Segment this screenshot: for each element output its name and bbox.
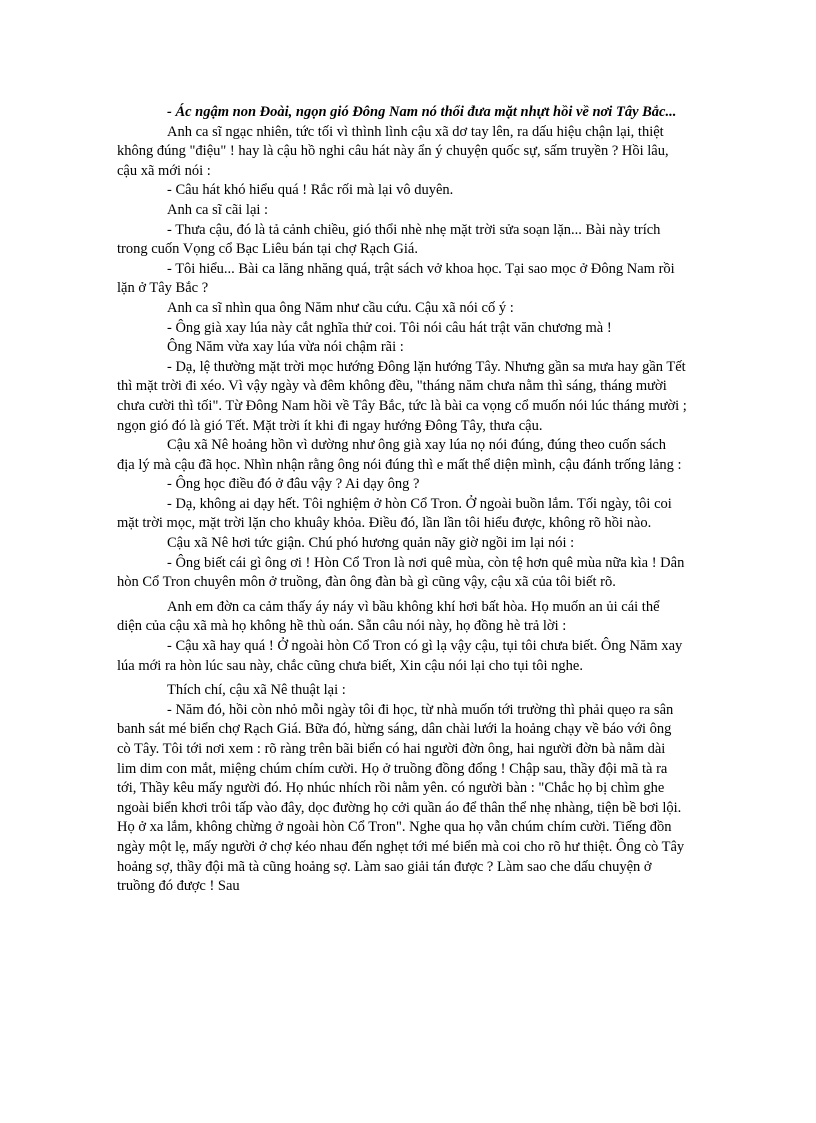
paragraph-2: Anh ca sĩ ngạc nhiên, tức tối vì thình lình cậu xã dơ tay lên, ra dấu hiệu chận lại, thiệt không đúng "điệu" ! hay là cậu hồ nghi câu hát này ẩn ý chuyện quốc sự, sấm truyền ? Hồi lâu, cậu xã mới nói : <box>117 123 669 179</box>
paragraph-7: Anh ca sĩ nhìn qua ông Năm như cầu cứu. Cậu xã nói cố ý : <box>167 299 514 316</box>
paragraph-18: Thích chí, cậu xã Nê thuật lại : <box>167 682 346 699</box>
paragraph-6: - Tôi hiểu... Bài ca lăng nhăng quá, trật sách vở khoa học. Tại sao mọc ở Đông Nam rồi lặn ở Tây Bắc ? <box>117 260 675 297</box>
paragraph-10: - Dạ, lệ thường mặt trời mọc hướng Đông lặn hướng Tây. Nhưng gần sa mưa hay gần Tết thì mặt trời đi xéo. Vì vậy ngày và đêm không đều, "tháng năm chưa nằm thì sáng, tháng mười chưa cười thì tối". Từ Đông Nam hồi về Tây Bắc, tức là bài ca vọng cổ muốn nói lúc tháng mười ; ngọn gió đó là gió Tết. Mặt trời ít khi đi ngay hướng Đông Tây, thưa cậu. <box>117 358 687 434</box>
paragraph-14: Cậu xã Nê hơi tức giận. Chú phó hương quản nãy giờ ngồi im lại nói : <box>167 535 575 552</box>
paragraph-19: - Năm đó, hồi còn nhỏ mỗi ngày tôi đi học, từ nhà muốn tới trường thì phải quẹo ra sân banh sát mé biển chợ Rạch Giá. Bữa đó, hừng sáng, dân chài lưới la hoảng chạy về báo với ông cò Tây. Tôi tới nơi xem : rõ ràng trên bãi biển có hai người đờn ông, hai người đờn bà nằm dài lim dim con mắt, miệng chúm chím cười. Họ ở truồng đồng đổng ! Chập sau, thầy đội mã tà ra tới, Thầy kêu mấy người đó. Họ nhúc nhích rồi nằm yên. có người bàn : "Chắc họ bị chìm ghe ngoài biển khơi trôi tấp vào đây, dọc đường họ cởi quần áo để thân thể nhẹ nhàng, tiện bề bơi lội. Họ ở xa lắm, không chừng ở ngoài hòn Cổ Tron". Nghe qua họ vẫn chúm chím cười. Tiếng đồn ngày một lẹ, mấy người ở chợ kéo nhau đến nghẹt tới mé biển mà coi cho rõ hư thiệt. Ông cò Tây hoảng sợ, thầy đội mã tà cũng hoảng sợ. Làm sao giải tán được ? Làm sao che dấu chuyện ở truồng đó được ! Sau <box>117 701 685 895</box>
paragraph-16: Anh em đờn ca cảm thấy áy náy vì bầu không khí hơi bất hòa. Họ muốn an ủi cái thể diện của cậu xã mà họ không hề thù oán. Sẵn câu nói này, họ đồng hè trả lời : <box>117 598 660 635</box>
paragraph-3: - Câu hát khó hiểu quá ! Rắc rối mà lại vô duyên. <box>167 182 454 199</box>
paragraph-5: - Thưa cậu, đó là tả cảnh chiều, gió thổi nhè nhẹ mặt trời sửa soạn lặn... Bài này trích trong cuốn Vọng cổ Bạc Liêu bán tại chợ Rạch Giá. <box>117 221 661 258</box>
paragraph-1: - Ác ngậm non Đoài, ngọn gió Đông Nam nó thổi đưa mặt nhựt hồi về nơi Tây Bắc... <box>167 104 677 120</box>
paragraph-15: - Ông biết cái gì ông ơi ! Hòn Cổ Tron là nơi quê mùa, còn tệ hơn quê mùa nữa kìa ! Dân hòn Cổ Tron chuyên môn ở truồng, đàn ông đàn bà gì cũng vậy, cậu xã của tôi biết rõ. <box>117 554 685 591</box>
paragraph-11: Cậu xã Nê hoảng hồn vì dường như ông già xay lúa nọ nói đúng, đúng theo cuốn sách địa lý mà cậu đã học. Nhìn nhận rằng ông nói đúng thì e mất thể diện mình, cậu đánh trống lảng : <box>117 437 682 473</box>
paragraph-12: - Ông học điều đó ở đâu vậy ? Ai dạy ông ? <box>167 476 420 493</box>
paragraph-8: - Ông già xay lúa này cắt nghĩa thử coi. Tôi nói câu hát trật văn chương mà ! <box>167 319 612 336</box>
paragraph-4: Anh ca sĩ cãi lại : <box>167 201 269 218</box>
paragraph-17: - Cậu xã hay quá ! Ở ngoài hòn Cổ Tron có gì lạ vậy cậu, tụi tôi chưa biết. Ông Năm xay lúa mới ra hòn lúc sau này, chắc cũng chưa biết, Xin cậu nói lại cho tụi tôi nghe. <box>117 638 683 674</box>
paragraph-13: - Dạ, không ai dạy hết. Tôi nghiệm ở hòn Cổ Tron. Ở ngoài buồn lắm. Tối ngày, tôi coi mặt trời mọc, mặt trời lặn cho khuây khỏa. Điều đó, lần lần tôi hiểu được, không rõ hồi nào. <box>117 495 672 532</box>
paragraph-9: Ông Năm vừa xay lúa vừa nói chậm rãi : <box>167 339 404 356</box>
document-body <box>117 103 687 897</box>
